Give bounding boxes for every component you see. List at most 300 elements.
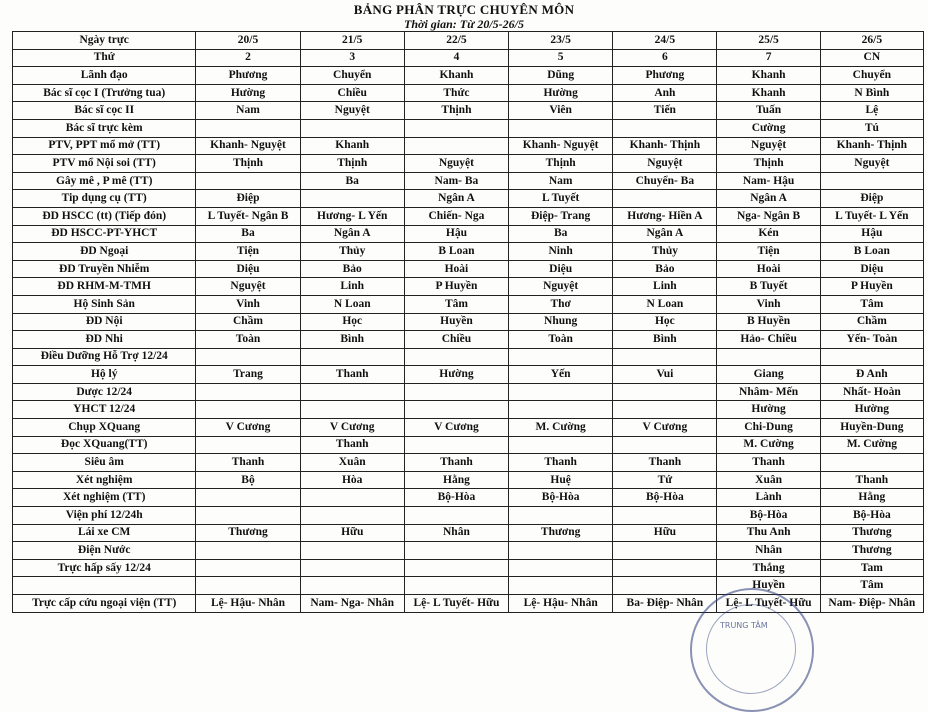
table-row bbox=[13, 102, 924, 120]
table-row bbox=[13, 436, 924, 454]
table-cell: Thương bbox=[820, 524, 923, 542]
table-cell: Kén bbox=[717, 225, 820, 243]
table-cell: N Loan bbox=[613, 295, 717, 313]
table-cell bbox=[404, 401, 508, 419]
row-label: Chụp XQuang bbox=[13, 419, 196, 437]
table-cell: Khanh bbox=[717, 84, 820, 102]
official-seal-inner-ring bbox=[706, 604, 796, 694]
table-cell: Yến- Toàn bbox=[820, 331, 923, 349]
table-cell: Vinh bbox=[196, 295, 300, 313]
table-cell: V Cương bbox=[404, 419, 508, 437]
table-cell: B Loan bbox=[404, 243, 508, 261]
table-row bbox=[13, 84, 924, 102]
row-label: Thứ bbox=[13, 49, 196, 67]
table-cell bbox=[404, 577, 508, 595]
table-cell: Nguyệt bbox=[820, 155, 923, 173]
page-title: BẢNG PHÂN TRỰC CHUYÊN MÔN bbox=[353, 2, 575, 17]
table-row bbox=[13, 507, 924, 525]
table-cell: Ngân A bbox=[613, 225, 717, 243]
table-cell: Huệ bbox=[509, 471, 613, 489]
table-cell bbox=[300, 559, 404, 577]
table-cell: Hường bbox=[196, 84, 300, 102]
table-cell: Thủy bbox=[613, 243, 717, 261]
table-cell: Tâm bbox=[404, 295, 508, 313]
row-label: Dược 12/24 bbox=[13, 383, 196, 401]
row-label: PTV, PPT mổ mở (TT) bbox=[13, 137, 196, 155]
table-cell: Tam bbox=[820, 559, 923, 577]
table-cell: Ngân A bbox=[300, 225, 404, 243]
table-cell: Nhất- Hoàn bbox=[820, 383, 923, 401]
table-cell: Xuân bbox=[717, 471, 820, 489]
table-cell: Thương bbox=[509, 524, 613, 542]
table-cell: Hòa bbox=[300, 471, 404, 489]
table-cell: Thanh bbox=[509, 454, 613, 472]
row-label: Bác sĩ trực kèm bbox=[13, 119, 196, 137]
table-cell: Toàn bbox=[509, 331, 613, 349]
row-label: Trực hấp sấy 12/24 bbox=[13, 559, 196, 577]
row-label: Lãnh đạo bbox=[13, 67, 196, 85]
table-cell: 5 bbox=[509, 49, 613, 67]
table-cell bbox=[196, 172, 300, 190]
table-row bbox=[13, 67, 924, 85]
table-cell bbox=[404, 559, 508, 577]
table-cell bbox=[196, 577, 300, 595]
row-label: Siêu âm bbox=[13, 454, 196, 472]
table-cell bbox=[613, 119, 717, 137]
row-label: ĐD Nội bbox=[13, 313, 196, 331]
table-cell: Tứ bbox=[613, 471, 717, 489]
table-cell bbox=[404, 137, 508, 155]
table-cell bbox=[300, 383, 404, 401]
table-cell bbox=[509, 119, 613, 137]
table-cell: Bộ-Hòa bbox=[404, 489, 508, 507]
table-cell: Tâm bbox=[820, 295, 923, 313]
table-cell: Bộ-Hòa bbox=[613, 489, 717, 507]
row-label: Tip dụng cụ (TT) bbox=[13, 190, 196, 208]
row-label bbox=[13, 577, 196, 595]
table-cell: B Huyền bbox=[717, 313, 820, 331]
table-row bbox=[13, 419, 924, 437]
table-cell bbox=[196, 559, 300, 577]
table-cell: Vui bbox=[613, 366, 717, 384]
table-cell bbox=[613, 507, 717, 525]
table-cell: Nam bbox=[509, 172, 613, 190]
table-cell bbox=[613, 348, 717, 366]
table-cell: Vinh bbox=[717, 295, 820, 313]
table-cell bbox=[717, 348, 820, 366]
table-cell bbox=[509, 577, 613, 595]
header-row bbox=[13, 32, 924, 50]
table-cell: Bộ-Hòa bbox=[820, 507, 923, 525]
table-cell bbox=[820, 172, 923, 190]
table-cell: L Tuyết bbox=[509, 190, 613, 208]
table-cell: Hậu bbox=[820, 225, 923, 243]
table-cell: Hậu bbox=[404, 225, 508, 243]
table-cell: Ba- Điệp- Nhân bbox=[613, 595, 717, 613]
table-row bbox=[13, 471, 924, 489]
table-cell bbox=[404, 436, 508, 454]
table-cell: Nguyệt bbox=[300, 102, 404, 120]
table-cell: Hữu bbox=[613, 524, 717, 542]
table-cell: B Tuyết bbox=[717, 278, 820, 296]
table-cell: 3 bbox=[300, 49, 404, 67]
table-cell: 2 bbox=[196, 49, 300, 67]
table-cell: Ba bbox=[300, 172, 404, 190]
table-cell: Huyền bbox=[404, 313, 508, 331]
table-cell bbox=[300, 507, 404, 525]
table-cell bbox=[300, 119, 404, 137]
row-label: ĐD HSCC-PT-YHCT bbox=[13, 225, 196, 243]
table-cell bbox=[404, 119, 508, 137]
row-label: ĐD Truyền Nhiễm bbox=[13, 260, 196, 278]
table-cell: Linh bbox=[300, 278, 404, 296]
row-label: ĐD RHM-M-TMH bbox=[13, 278, 196, 296]
table-cell bbox=[613, 542, 717, 560]
table-cell: Chầm bbox=[196, 313, 300, 331]
row-label: YHCT 12/24 bbox=[13, 401, 196, 419]
table-cell bbox=[820, 454, 923, 472]
table-cell bbox=[300, 190, 404, 208]
table-cell: Giang bbox=[717, 366, 820, 384]
row-label: Bác sĩ cọc I (Trưởng tua) bbox=[13, 84, 196, 102]
table-cell bbox=[300, 577, 404, 595]
table-cell: Chầm bbox=[820, 313, 923, 331]
table-cell bbox=[404, 383, 508, 401]
table-cell: Bộ-Hòa bbox=[509, 489, 613, 507]
table-cell bbox=[509, 401, 613, 419]
table-row bbox=[13, 577, 924, 595]
table-cell: 25/5 bbox=[717, 32, 820, 50]
row-label: ĐD Nhi bbox=[13, 331, 196, 349]
table-cell: 4 bbox=[404, 49, 508, 67]
table-cell bbox=[404, 507, 508, 525]
row-label: Hộ Sinh Sản bbox=[13, 295, 196, 313]
table-cell bbox=[509, 507, 613, 525]
table-cell: 20/5 bbox=[196, 32, 300, 50]
table-cell: P Huyền bbox=[404, 278, 508, 296]
table-cell: Điệp bbox=[196, 190, 300, 208]
table-cell: Tiện bbox=[717, 243, 820, 261]
table-cell bbox=[196, 383, 300, 401]
row-label: Điều Dưỡng Hỗ Trợ 12/24 bbox=[13, 348, 196, 366]
table-cell: Bảo bbox=[300, 260, 404, 278]
row-label: Ngày trực bbox=[13, 32, 196, 50]
table-cell: Thịnh bbox=[404, 102, 508, 120]
table-cell: Hữu bbox=[300, 524, 404, 542]
table-cell: M. Cường bbox=[509, 419, 613, 437]
table-cell: L Tuyết- L Yến bbox=[820, 207, 923, 225]
table-cell: Lệ- L Tuyết- Hữu bbox=[404, 595, 508, 613]
table-cell: Bảo bbox=[613, 260, 717, 278]
table-cell: 24/5 bbox=[613, 32, 717, 50]
table-row bbox=[13, 172, 924, 190]
table-cell bbox=[613, 436, 717, 454]
table-cell: Anh bbox=[613, 84, 717, 102]
table-cell: Nam- Điệp- Nhân bbox=[820, 595, 923, 613]
table-cell: Linh bbox=[613, 278, 717, 296]
row-label: Gây mê , P mê (TT) bbox=[13, 172, 196, 190]
page-subtitle: Thời gian: Từ 20/5-26/5 bbox=[404, 17, 524, 31]
table-row bbox=[13, 207, 924, 225]
table-cell: Hường bbox=[717, 401, 820, 419]
table-cell: Chiều bbox=[404, 331, 508, 349]
table-row bbox=[13, 489, 924, 507]
table-cell: Học bbox=[613, 313, 717, 331]
table-cell: Bình bbox=[300, 331, 404, 349]
table-cell bbox=[196, 436, 300, 454]
table-cell: Cường bbox=[717, 119, 820, 137]
table-cell bbox=[404, 348, 508, 366]
table-cell: V Cương bbox=[196, 419, 300, 437]
table-cell: Trang bbox=[196, 366, 300, 384]
table-cell: Thịnh bbox=[300, 155, 404, 173]
table-cell: Nguyệt bbox=[613, 155, 717, 173]
table-cell: Khanh- Nguyệt bbox=[509, 137, 613, 155]
table-cell: Nga- Ngân B bbox=[717, 207, 820, 225]
table-cell: Chi-Dung bbox=[717, 419, 820, 437]
table-row bbox=[13, 524, 924, 542]
table-cell: Lệ- L Tuyết- Hữu bbox=[717, 595, 820, 613]
table-cell: Ba bbox=[509, 225, 613, 243]
table-cell: Phương bbox=[613, 67, 717, 85]
table-cell: N Bình bbox=[820, 84, 923, 102]
table-cell: Diệu bbox=[820, 260, 923, 278]
table-cell bbox=[300, 401, 404, 419]
table-cell bbox=[509, 542, 613, 560]
table-cell bbox=[820, 348, 923, 366]
table-cell bbox=[613, 559, 717, 577]
table-cell: Thịnh bbox=[717, 155, 820, 173]
table-cell: Khanh- Nguyệt bbox=[196, 137, 300, 155]
row-label: Lái xe CM bbox=[13, 524, 196, 542]
table-cell: M. Cường bbox=[820, 436, 923, 454]
table-cell: Thanh bbox=[196, 454, 300, 472]
table-cell: Thanh bbox=[717, 454, 820, 472]
table-cell bbox=[509, 383, 613, 401]
table-cell: Điệp- Trang bbox=[509, 207, 613, 225]
table-cell bbox=[196, 542, 300, 560]
table-cell: Nhân bbox=[404, 524, 508, 542]
table-cell: Khanh- Thịnh bbox=[613, 137, 717, 155]
table-cell: M. Cường bbox=[717, 436, 820, 454]
table-row bbox=[13, 313, 924, 331]
table-cell: 22/5 bbox=[404, 32, 508, 50]
table-cell: Thắng bbox=[717, 559, 820, 577]
table-cell: Chiến- Nga bbox=[404, 207, 508, 225]
table-cell: Khanh- Thịnh bbox=[820, 137, 923, 155]
table-row bbox=[13, 225, 924, 243]
row-label: ĐD HSCC (tt) (Tiếp đón) bbox=[13, 207, 196, 225]
table-row bbox=[13, 278, 924, 296]
table-cell: Chuyển bbox=[300, 67, 404, 85]
table-cell: 26/5 bbox=[820, 32, 923, 50]
table-row bbox=[13, 366, 924, 384]
table-cell bbox=[196, 507, 300, 525]
table-cell bbox=[509, 559, 613, 577]
table-cell: V Cương bbox=[613, 419, 717, 437]
row-label: Xét nghiệm (TT) bbox=[13, 489, 196, 507]
table-cell: Hường bbox=[404, 366, 508, 384]
table-cell bbox=[613, 577, 717, 595]
table-cell: Diệu bbox=[509, 260, 613, 278]
table-row bbox=[13, 243, 924, 261]
row-label: Xét nghiệm bbox=[13, 471, 196, 489]
table-cell: Hằng bbox=[404, 471, 508, 489]
table-cell: Xuân bbox=[300, 454, 404, 472]
table-row bbox=[13, 295, 924, 313]
table-cell: Diệu bbox=[196, 260, 300, 278]
table-row bbox=[13, 119, 924, 137]
table-cell: Hằng bbox=[820, 489, 923, 507]
table-cell: Khanh bbox=[300, 137, 404, 155]
table-cell: Hảo- Chiều bbox=[717, 331, 820, 349]
table-cell bbox=[613, 401, 717, 419]
table-cell: 21/5 bbox=[300, 32, 404, 50]
table-cell: Nam- Nga- Nhân bbox=[300, 595, 404, 613]
table-cell bbox=[613, 383, 717, 401]
table-cell: Nam- Hậu bbox=[717, 172, 820, 190]
table-cell bbox=[300, 348, 404, 366]
table-cell: Hường bbox=[820, 401, 923, 419]
table-cell: Thanh bbox=[404, 454, 508, 472]
table-cell: Chiều bbox=[300, 84, 404, 102]
table-cell: Điệp bbox=[820, 190, 923, 208]
table-cell: Ngân A bbox=[717, 190, 820, 208]
table-cell: B Loan bbox=[820, 243, 923, 261]
table-cell: Thu Anh bbox=[717, 524, 820, 542]
table-cell: Nhân bbox=[717, 542, 820, 560]
table-cell: 6 bbox=[613, 49, 717, 67]
table-cell: Yến bbox=[509, 366, 613, 384]
table-cell: 23/5 bbox=[509, 32, 613, 50]
table-cell bbox=[196, 489, 300, 507]
table-cell: Thịnh bbox=[196, 155, 300, 173]
table-cell: Ninh bbox=[509, 243, 613, 261]
official-seal-text: TRUNG TÂM bbox=[720, 621, 768, 630]
table-cell: Nguyệt bbox=[404, 155, 508, 173]
table-cell bbox=[613, 190, 717, 208]
table-cell: CN bbox=[820, 49, 923, 67]
table-cell: Khanh bbox=[404, 67, 508, 85]
table-cell: Tiến bbox=[613, 102, 717, 120]
table-cell: P Huyền bbox=[820, 278, 923, 296]
table-cell: Thủy bbox=[300, 243, 404, 261]
row-label: Hộ lý bbox=[13, 366, 196, 384]
table-cell: Thanh bbox=[613, 454, 717, 472]
row-label: Viện phí 12/24h bbox=[13, 507, 196, 525]
table-cell: Bộ bbox=[196, 471, 300, 489]
table-row bbox=[13, 559, 924, 577]
table-cell: Chuyển- Ba bbox=[613, 172, 717, 190]
table-cell: Hương- L Yến bbox=[300, 207, 404, 225]
table-cell: Nam- Ba bbox=[404, 172, 508, 190]
table-cell: 7 bbox=[717, 49, 820, 67]
table-cell: Tâm bbox=[820, 577, 923, 595]
row-label: Điện Nước bbox=[13, 542, 196, 560]
table-cell: Nhung bbox=[509, 313, 613, 331]
table-cell: Thơ bbox=[509, 295, 613, 313]
row-label: Bác sĩ cọc II bbox=[13, 102, 196, 120]
table-cell: Lệ bbox=[820, 102, 923, 120]
table-cell: L Tuyết- Ngân B bbox=[196, 207, 300, 225]
table-row bbox=[13, 137, 924, 155]
table-cell bbox=[300, 489, 404, 507]
table-cell: Nam bbox=[196, 102, 300, 120]
table-cell: Tuấn bbox=[717, 102, 820, 120]
table-cell: Nhâm- Mến bbox=[717, 383, 820, 401]
table-cell: Hường bbox=[509, 84, 613, 102]
table-cell: Khanh bbox=[717, 67, 820, 85]
table-cell: Bình bbox=[613, 331, 717, 349]
table-cell bbox=[300, 542, 404, 560]
table-cell: Viên bbox=[509, 102, 613, 120]
table-cell: N Loan bbox=[300, 295, 404, 313]
table-cell: Hương- Hiền A bbox=[613, 207, 717, 225]
table-cell: Hoài bbox=[717, 260, 820, 278]
table-cell bbox=[196, 401, 300, 419]
table-cell: Toàn bbox=[196, 331, 300, 349]
table-cell: V Cương bbox=[300, 419, 404, 437]
table-row bbox=[13, 331, 924, 349]
table-cell: Thanh bbox=[300, 436, 404, 454]
table-cell: Lành bbox=[717, 489, 820, 507]
table-cell: Thịnh bbox=[509, 155, 613, 173]
table-row bbox=[13, 190, 924, 208]
table-cell: Bộ-Hòa bbox=[717, 507, 820, 525]
table-cell: Huyền-Dung bbox=[820, 419, 923, 437]
table-cell: Huyền bbox=[717, 577, 820, 595]
header-row bbox=[13, 49, 924, 67]
table-cell: Phương bbox=[196, 67, 300, 85]
table-cell: Lệ- Hậu- Nhân bbox=[509, 595, 613, 613]
table-cell: Lệ- Hậu- Nhân bbox=[196, 595, 300, 613]
table-cell: Thức bbox=[404, 84, 508, 102]
table-cell: Học bbox=[300, 313, 404, 331]
table-cell: Thanh bbox=[300, 366, 404, 384]
table-cell: Nguyệt bbox=[196, 278, 300, 296]
table-row bbox=[13, 454, 924, 472]
table-row bbox=[13, 542, 924, 560]
table-row bbox=[13, 260, 924, 278]
table-cell: Thương bbox=[820, 542, 923, 560]
table-row bbox=[13, 383, 924, 401]
row-label: PTV mổ Nội soi (TT) bbox=[13, 155, 196, 173]
table-cell bbox=[509, 436, 613, 454]
table-cell: Thanh bbox=[820, 471, 923, 489]
row-label: ĐD Ngoại bbox=[13, 243, 196, 261]
table-cell: Ba bbox=[196, 225, 300, 243]
table-cell: Đ Anh bbox=[820, 366, 923, 384]
table-cell bbox=[404, 542, 508, 560]
table-cell: Chuyển bbox=[820, 67, 923, 85]
row-label: Đọc XQuang(TT) bbox=[13, 436, 196, 454]
table-cell: Nguyệt bbox=[509, 278, 613, 296]
table-row bbox=[13, 155, 924, 173]
table-cell: Dũng bbox=[509, 67, 613, 85]
table-cell: Thương bbox=[196, 524, 300, 542]
table-row bbox=[13, 401, 924, 419]
table-cell bbox=[196, 119, 300, 137]
table-cell bbox=[509, 348, 613, 366]
table-cell: Ngân A bbox=[404, 190, 508, 208]
table-cell: Tiện bbox=[196, 243, 300, 261]
table-cell: Tú bbox=[820, 119, 923, 137]
table-cell: Hoài bbox=[404, 260, 508, 278]
table-row bbox=[13, 348, 924, 366]
duty-schedule-table bbox=[12, 31, 924, 613]
table-cell bbox=[196, 348, 300, 366]
table-cell: Nguyệt bbox=[717, 137, 820, 155]
